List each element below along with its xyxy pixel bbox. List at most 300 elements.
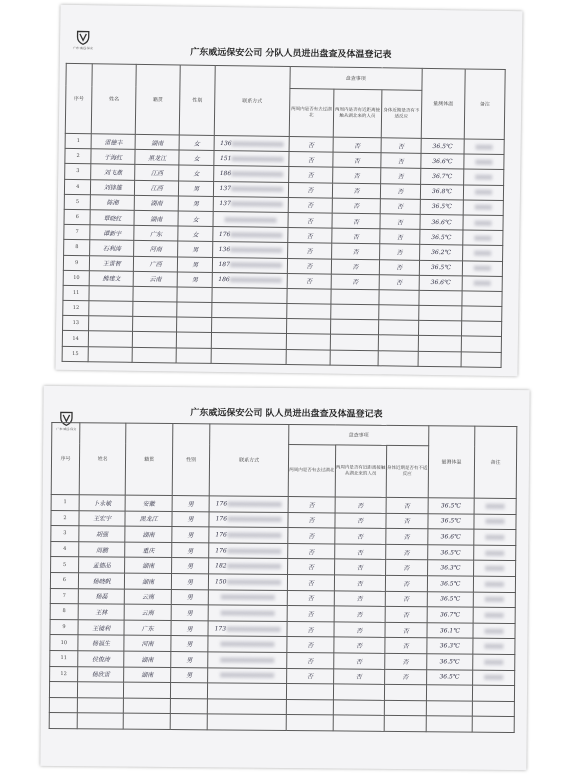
cell-symptoms (384, 684, 426, 700)
cell-contact-hubei: 否 (332, 167, 380, 183)
cell-contact-hubei (333, 715, 384, 731)
cell-gender (170, 683, 207, 699)
cell-no: 9 (50, 619, 78, 635)
cell-visited-hubei (286, 715, 333, 731)
redacted-phone (220, 610, 275, 615)
cell-temperature: 36.5℃ (420, 199, 464, 215)
cell-origin: 云南 (133, 271, 177, 287)
cell-visited-hubei: 否 (288, 182, 332, 198)
cell-name: 孟德品 (78, 557, 125, 573)
contact-prefix: 176 (215, 500, 228, 508)
cell-contact (214, 151, 289, 167)
header-gender: 性别 (172, 424, 210, 496)
cell-remark (474, 514, 516, 530)
cell-no (49, 697, 77, 713)
contact-prefix: 137 (219, 200, 231, 208)
cell-origin (133, 317, 177, 333)
cell-remark (464, 169, 504, 185)
cell-name: 王雷智 (90, 255, 134, 271)
cell-temperature: 36.6℃ (420, 154, 464, 170)
cell-name (89, 301, 133, 317)
cell-symptoms (378, 335, 418, 351)
cell-remark (473, 670, 515, 686)
cell-name: 刘锋雄 (91, 179, 135, 195)
redacted-remark (485, 597, 503, 602)
cell-temperature: 36.5℃ (426, 669, 473, 685)
cell-origin: 河南 (134, 241, 178, 257)
cell-contact-hubei: 否 (332, 183, 380, 199)
header-origin: 籍贯 (126, 423, 173, 495)
cell-remark (473, 576, 515, 592)
cell-contact-hubei (330, 319, 378, 335)
contact-prefix: 136 (220, 139, 232, 147)
cell-visited-hubei: 否 (289, 152, 333, 168)
redacted-phone (227, 548, 282, 553)
cell-name: 胡强 (79, 526, 126, 542)
cell-contact-hubei: 否 (333, 637, 384, 653)
cell-name: 杨磊 (78, 588, 125, 604)
cell-temperature (426, 685, 473, 701)
header-gender: 性别 (179, 65, 215, 135)
cell-gender (176, 332, 211, 348)
cell-contact (213, 227, 288, 243)
table-row (49, 713, 514, 733)
redacted-remark (485, 613, 503, 618)
cell-name (77, 682, 124, 698)
cell-contact (211, 348, 286, 364)
cell-temperature: 36.5℃ (428, 513, 475, 529)
redacted-phone (231, 171, 283, 177)
cell-no (49, 713, 77, 729)
cell-origin (124, 698, 171, 714)
cell-no: 4 (51, 541, 79, 557)
cell-no: 5 (64, 194, 91, 210)
cell-gender: 男 (171, 558, 208, 574)
cell-visited-hubei: 否 (288, 497, 335, 513)
cell-visited-hubei: 否 (287, 621, 334, 637)
header-no: 序号 (65, 63, 92, 133)
cell-visited-hubei (287, 304, 331, 320)
header-remark: 备注 (465, 69, 506, 140)
cell-visited-hubei: 否 (287, 243, 331, 259)
cell-visited-hubei (287, 288, 331, 304)
cell-contact-hubei: 否 (334, 544, 385, 560)
header-contact-hubei: 两周内是否有近距离接触从湖北来的人员 (333, 89, 382, 138)
cell-origin: 江西 (135, 165, 179, 181)
cell-temperature (426, 716, 473, 732)
cell-temperature: 36.1℃ (427, 622, 474, 638)
header-contact: 联系方式 (209, 424, 289, 497)
cell-origin: 湖南 (125, 573, 172, 589)
cell-gender: 男 (172, 511, 209, 527)
contact-prefix: 150 (214, 578, 227, 586)
header-no: 序号 (51, 422, 80, 494)
cell-name: 雷德丰 (91, 134, 135, 150)
cell-contact-hubei: 否 (333, 152, 381, 168)
cell-no: 6 (64, 209, 91, 225)
redacted-remark (486, 550, 504, 555)
redacted-phone (230, 247, 282, 253)
cell-remark (473, 654, 515, 670)
cell-gender: 女 (179, 150, 214, 166)
logo-text: 广东·威远·保安 (56, 426, 77, 432)
cell-visited-hubei: 否 (288, 528, 335, 544)
cell-name: 王宏宇 (79, 510, 126, 526)
redacted-phone (230, 277, 282, 283)
cell-name: 王镜利 (78, 619, 125, 635)
cell-remark (474, 498, 516, 514)
cell-temperature: 36.6℃ (420, 214, 464, 230)
header-origin: 籍贯 (135, 64, 180, 135)
cell-origin: 湖南 (134, 195, 178, 211)
cell-symptoms: 否 (381, 138, 421, 154)
cell-remark (473, 607, 515, 623)
cell-temperature: 36.5℃ (421, 138, 465, 154)
redacted-phone (221, 595, 276, 600)
cell-visited-hubei (286, 349, 330, 365)
cell-contact (213, 257, 288, 273)
cell-contact-hubei: 否 (334, 575, 385, 591)
cell-symptoms (384, 716, 426, 732)
cell-remark (474, 561, 516, 577)
cell-contact (209, 527, 288, 543)
cell-contact-hubei: 否 (331, 274, 379, 290)
cell-symptoms: 否 (384, 653, 426, 669)
redacted-phone (227, 517, 282, 522)
cell-temperature: 36.5℃ (419, 260, 463, 276)
cell-temperature (418, 290, 462, 306)
cell-contact (208, 667, 287, 683)
header-temperature: 量测体温 (421, 68, 466, 139)
contact-prefix: 187 (218, 261, 230, 269)
cell-contact-hubei (331, 289, 379, 305)
cell-origin: 黑龙江 (125, 511, 172, 527)
header-inspection: 盘查事项 (289, 425, 429, 446)
cell-contact (208, 636, 287, 652)
cell-no: 15 (62, 346, 89, 362)
cell-name: 卜永敏 (79, 495, 126, 511)
redacted-remark (485, 659, 503, 664)
cell-remark (464, 154, 504, 170)
cell-contact (208, 589, 287, 605)
cell-name: 覃晓红 (90, 210, 134, 226)
registration-table (62, 63, 506, 368)
header-temperature: 量测体温 (428, 426, 475, 498)
cell-no: 14 (62, 331, 89, 347)
cell-visited-hubei (286, 699, 333, 715)
cell-no: 13 (63, 316, 90, 332)
cell-origin (133, 332, 177, 348)
cell-visited-hubei: 否 (287, 637, 334, 653)
cell-name: 杨福生 (78, 635, 125, 651)
redacted-phone (227, 564, 282, 569)
cell-gender: 男 (178, 241, 213, 257)
cell-temperature: 36.3℃ (427, 560, 474, 576)
cell-temperature (418, 351, 462, 367)
cell-gender: 男 (171, 589, 208, 605)
cell-visited-hubei: 否 (288, 512, 335, 528)
cell-temperature: 36.2℃ (419, 245, 463, 261)
cell-gender (170, 698, 207, 714)
cell-name (88, 346, 132, 362)
cell-gender: 男 (172, 496, 209, 512)
cell-contact-hubei: 否 (331, 243, 379, 259)
cell-remark (461, 352, 501, 368)
cell-gender (170, 714, 207, 730)
cell-symptoms: 否 (384, 669, 426, 685)
cell-origin: 安徽 (125, 495, 172, 511)
cell-contact-hubei (333, 700, 384, 716)
cell-contact-hubei: 否 (333, 137, 381, 153)
cell-no: 1 (51, 494, 79, 510)
cell-gender (176, 348, 211, 364)
cell-gender: 男 (172, 527, 209, 543)
cell-name: 陈湘 (91, 194, 135, 210)
cell-contact-hubei: 否 (334, 590, 385, 606)
sheet-title: 广东威远保安公司 队人员进出盘查及体温登记表 (190, 408, 383, 420)
cell-contact-hubei (330, 304, 378, 320)
cell-name: 杨欣雷 (77, 666, 124, 682)
cell-temperature (426, 700, 473, 716)
cell-name: 王林 (78, 604, 125, 620)
cell-visited-hubei: 否 (288, 543, 335, 559)
cell-name: 侯俊涛 (78, 651, 125, 667)
cell-name (77, 713, 124, 729)
cell-origin: 湖南 (134, 210, 178, 226)
cell-contact-hubei: 否 (334, 622, 385, 638)
redacted-phone (231, 186, 283, 192)
cell-contact (214, 135, 289, 151)
cell-visited-hubei: 否 (289, 136, 333, 152)
cell-symptoms (379, 305, 419, 321)
cell-contact (213, 196, 288, 212)
redacted-remark (475, 205, 492, 210)
cell-gender: 男 (178, 196, 213, 212)
cell-no: 10 (50, 635, 78, 651)
cell-origin: 黑龙江 (135, 150, 179, 166)
cell-temperature: 36.5℃ (427, 545, 474, 561)
cell-gender: 男 (170, 667, 207, 683)
header-contact: 联系方式 (214, 65, 290, 136)
cell-contact (209, 511, 288, 527)
cell-gender: 男 (171, 651, 208, 667)
cell-remark (463, 260, 503, 276)
cell-temperature: 36.7℃ (420, 169, 464, 185)
cell-contact (209, 543, 288, 559)
cell-origin: 湖南 (135, 134, 179, 150)
redacted-remark (486, 519, 504, 524)
cell-no: 8 (50, 604, 78, 620)
cell-contact-hubei: 否 (331, 259, 379, 275)
header-symptoms: 身体近期是否有不适反应 (381, 90, 421, 139)
cell-symptoms: 否 (385, 622, 427, 638)
redacted-phone (227, 532, 282, 537)
cell-contact-hubei (333, 684, 384, 700)
cell-no: 3 (51, 526, 79, 542)
cell-contact-hubei: 否 (332, 213, 380, 229)
cell-no: 12 (50, 666, 78, 682)
cell-symptoms: 否 (386, 513, 428, 529)
cell-no: 11 (50, 650, 78, 666)
redacted-remark (474, 235, 491, 240)
cell-origin (132, 347, 176, 363)
cell-visited-hubei: 否 (287, 668, 334, 684)
cell-gender: 女 (178, 226, 213, 242)
cell-origin: 广东 (124, 620, 171, 636)
cell-remark (474, 545, 516, 561)
cell-contact (212, 303, 287, 319)
cell-contact-hubei: 否 (332, 198, 380, 214)
cell-no: 7 (50, 588, 78, 604)
cell-remark (463, 230, 503, 246)
cell-visited-hubei: 否 (288, 167, 332, 183)
redacted-remark (475, 159, 492, 164)
cell-visited-hubei: 否 (287, 258, 331, 274)
cell-remark (462, 336, 502, 352)
contact-prefix: 136 (218, 245, 231, 254)
cell-name: 杨晓帆 (78, 573, 125, 589)
cell-origin: 湖南 (125, 526, 172, 542)
cell-gender: 男 (179, 181, 214, 197)
header-contact-hubei: 两周内是否有近距离接触从湖北来的人员 (335, 445, 387, 497)
cell-origin: 湖南 (124, 651, 171, 667)
header-visited-hubei: 两周内是否有去过湖北 (289, 89, 334, 138)
redacted-remark (485, 628, 503, 633)
cell-symptoms (379, 290, 419, 306)
registration-table (49, 422, 518, 733)
cell-temperature: 36.5℃ (427, 576, 474, 592)
cell-visited-hubei (286, 334, 330, 350)
cell-symptoms: 否 (385, 638, 427, 654)
cell-name: 熊建文 (89, 270, 133, 286)
cell-symptoms: 否 (386, 529, 428, 545)
redacted-remark (486, 504, 504, 509)
cell-visited-hubei: 否 (287, 652, 334, 668)
cell-remark (464, 200, 504, 216)
cell-remark (472, 716, 514, 732)
cell-gender (177, 302, 212, 318)
cell-gender (177, 287, 212, 303)
cell-origin: 广西 (134, 256, 178, 272)
redacted-remark (475, 175, 492, 180)
cell-remark (474, 529, 516, 545)
redacted-phone (232, 141, 284, 147)
redacted-remark (476, 144, 493, 149)
cell-contact (214, 181, 289, 197)
cell-gender: 男 (171, 605, 208, 621)
cell-contact-hubei: 否 (335, 513, 386, 529)
header-visited-hubei: 两周内是否有去过湖北 (288, 445, 335, 497)
cell-no: 5 (51, 557, 79, 573)
cell-symptoms: 否 (385, 544, 427, 560)
cell-visited-hubei: 否 (288, 559, 335, 575)
cell-symptoms: 否 (379, 274, 419, 290)
cell-name: 周鹏 (79, 541, 126, 557)
cell-origin: 云南 (125, 589, 172, 605)
cell-temperature (418, 336, 462, 352)
cell-origin (133, 301, 177, 317)
cell-symptoms: 否 (385, 575, 427, 591)
cell-visited-hubei: 否 (287, 273, 331, 289)
redacted-remark (474, 281, 491, 286)
cell-symptoms (379, 320, 419, 336)
cell-origin: 河南 (124, 635, 171, 651)
cell-contact (213, 211, 288, 227)
cell-symptoms (378, 350, 418, 366)
cell-origin: 重庆 (125, 542, 172, 558)
cell-contact (213, 242, 288, 258)
redacted-phone (220, 657, 275, 662)
cell-symptoms (384, 700, 426, 716)
cell-gender: 女 (179, 165, 214, 181)
redacted-remark (485, 582, 503, 587)
cell-symptoms: 否 (379, 259, 419, 275)
cell-name (89, 331, 133, 347)
redacted-phone (230, 262, 282, 268)
cell-contact (208, 683, 287, 699)
contact-prefix: 176 (215, 531, 227, 539)
cell-gender: 男 (177, 256, 212, 272)
cell-remark (473, 685, 515, 701)
redacted-remark (485, 566, 503, 571)
cell-no: 2 (51, 510, 79, 526)
cell-temperature: 36.3℃ (426, 638, 473, 654)
cell-temperature: 36.5℃ (419, 229, 463, 245)
cell-contact (212, 318, 287, 334)
cell-symptoms: 否 (385, 591, 427, 607)
cell-contact (208, 652, 287, 668)
cell-origin: 云南 (125, 604, 172, 620)
cell-remark (473, 623, 515, 639)
cell-no: 2 (65, 149, 92, 165)
cell-no (49, 682, 77, 698)
header-symptoms: 身体近期是否有不适反应 (386, 445, 428, 497)
cell-temperature: 36.5℃ (428, 498, 475, 514)
header-name: 姓名 (79, 423, 126, 495)
redacted-phone (225, 217, 277, 223)
redacted-remark (474, 250, 491, 255)
cell-temperature: 36.5℃ (426, 654, 473, 670)
redacted-phone (231, 202, 283, 208)
cell-contact-hubei: 否 (334, 559, 385, 575)
redacted-phone (231, 156, 283, 162)
cell-name: 谭新宇 (90, 225, 134, 241)
cell-origin: 广东 (134, 225, 178, 241)
cell-origin (133, 286, 177, 302)
cell-temperature: 36.5℃ (427, 591, 474, 607)
cell-name (89, 286, 133, 302)
cell-gender: 男 (172, 542, 209, 558)
cell-name: 石利涛 (90, 240, 134, 256)
cell-remark (463, 245, 503, 261)
cell-name (89, 316, 133, 332)
cell-contact (207, 699, 286, 715)
cell-visited-hubei (287, 684, 334, 700)
cell-name: 刘飞燕 (91, 164, 135, 180)
cell-temperature: 36.6℃ (427, 529, 474, 545)
contact-prefix: 186 (219, 170, 232, 178)
cell-visited-hubei: 否 (287, 606, 334, 622)
header-inspection: 盘查事项 (290, 67, 422, 91)
cell-temperature (418, 305, 462, 321)
cell-visited-hubei: 否 (288, 212, 332, 228)
cell-remark (473, 638, 515, 654)
cell-no: 1 (65, 133, 92, 149)
cell-remark (473, 592, 515, 608)
cell-gender: 男 (171, 620, 208, 636)
cell-origin: 湖南 (125, 557, 172, 573)
cell-visited-hubei: 否 (288, 228, 332, 244)
